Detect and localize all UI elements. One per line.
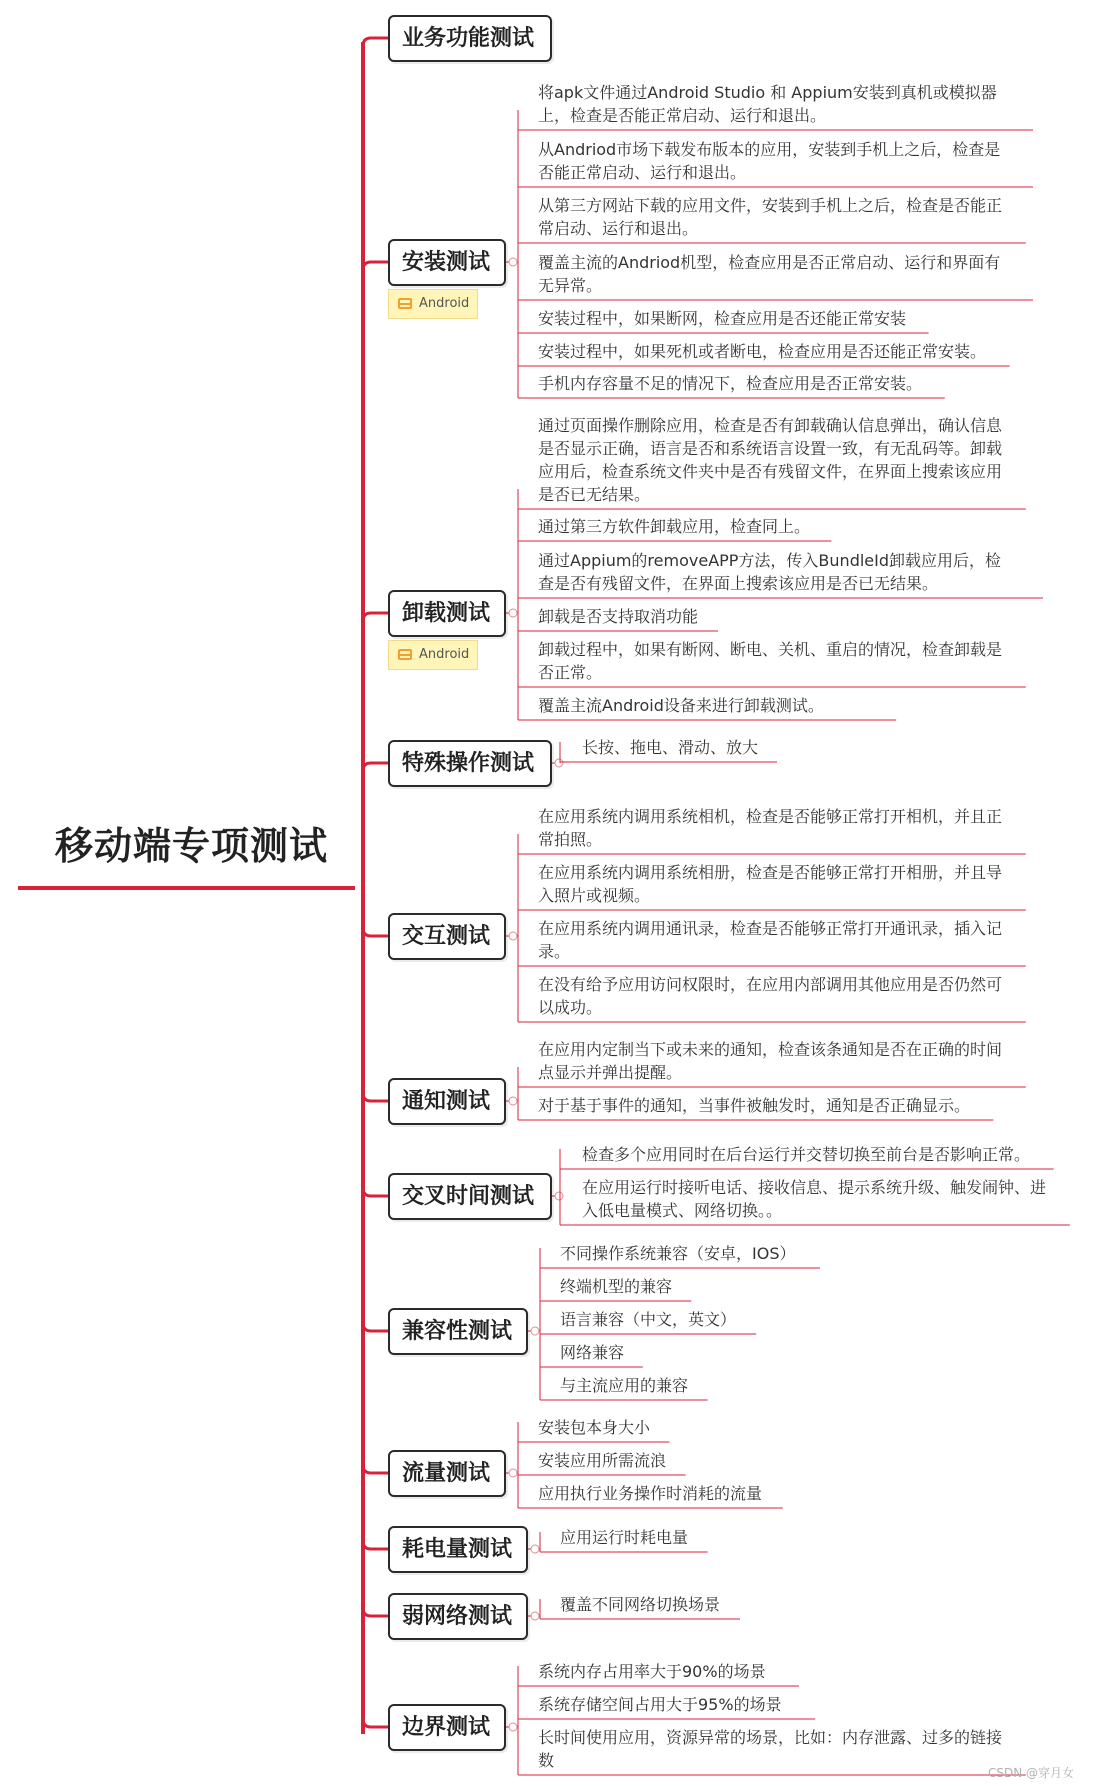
branch-connector [363, 928, 388, 936]
category-node[interactable]: 安装测试 [388, 239, 506, 286]
leaf-text: 点显示并弹出提醒。 [538, 1063, 683, 1082]
leaf-text: 不同操作系统兼容（安卓，IOS） [560, 1244, 796, 1263]
collapse-toggle-icon [509, 609, 517, 617]
leaf-text: 常拍照。 [538, 830, 603, 849]
branch-connector [363, 1541, 388, 1549]
branch-connector [363, 1323, 388, 1331]
branch-connector [363, 1719, 388, 1727]
category-node[interactable]: 交叉时间测试 [388, 1173, 552, 1220]
leaf-text: 上，检查是否能正常启动、运行和退出。 [538, 106, 827, 125]
leaf-text: 录。 [538, 942, 571, 961]
leaf-text: 安装包本身大小 [538, 1418, 651, 1437]
leaf-text: 在应用系统内调用系统相机，检查是否能够正常打开相机，并且正 [538, 807, 1003, 826]
leaf-text: 将apk文件通过Android Studio 和 Appium安装到真机或模拟器 [538, 83, 997, 102]
leaf-text: 检查多个应用同时在后台运行并交替切换至前台是否影响正常。 [582, 1145, 1031, 1164]
collapse-toggle-icon [509, 258, 517, 266]
collapse-toggle-icon [555, 1192, 563, 1200]
leaf-text: 在应用内定制当下或未来的通知，检查该条通知是否在正确的时间 [538, 1040, 1003, 1059]
category-node[interactable]: 耗电量测试 [388, 1526, 528, 1573]
watermark: CSDN @穿月女 [988, 1766, 1075, 1780]
leaf-text: 通过第三方软件卸载应用，检查同上。 [538, 517, 811, 536]
leaf-text: 数 [538, 1751, 555, 1770]
leaf-text: 覆盖主流Android设备来进行卸载测试。 [538, 696, 824, 715]
leaf-text: 在应用系统内调用通讯录，检查是否能够正常打开通讯录，插入记 [538, 919, 1003, 938]
leaf-text: 安装应用所需流浪 [538, 1451, 667, 1470]
category-node[interactable]: 兼容性测试 [388, 1308, 528, 1355]
leaf-text: 常启动、运行和退出。 [538, 219, 699, 238]
category-node[interactable]: 业务功能测试 [388, 15, 552, 62]
leaf-text: 否正常。 [538, 663, 603, 682]
category-node[interactable]: 特殊操作测试 [388, 740, 552, 787]
leaf-text: 网络兼容 [560, 1343, 625, 1362]
leaf-text: 否能正常启动、运行和退出。 [538, 163, 747, 182]
category-node[interactable]: 边界测试 [388, 1704, 506, 1751]
branch-connector [363, 1608, 388, 1616]
leaf-text: 在应用运行时接听电话、接收信息、提示系统升级、触发闹钟、进 [582, 1178, 1047, 1197]
leaf-text: 通过Appium的removeAPP方法，传入BundleId卸载应用后，检 [538, 551, 1002, 570]
leaf-text: 查是否有残留文件，在界面上搜索该应用是否已无结果。 [538, 574, 939, 593]
branch-connector [363, 1188, 388, 1196]
tag-label: Android [419, 647, 470, 662]
leaf-text: 应用运行时耗电量 [560, 1528, 689, 1547]
branch-connector [363, 613, 388, 621]
collapse-toggle-icon [509, 1469, 517, 1477]
leaf-text: 对于基于事件的通知，当事件被触发时，通知是否正确显示。 [538, 1096, 971, 1115]
branch-connector [363, 1093, 388, 1101]
branch-connector [363, 763, 388, 771]
category-node[interactable]: 弱网络测试 [388, 1593, 528, 1640]
leaf-text: 语言兼容（中文，英文） [560, 1310, 737, 1329]
category-node[interactable]: 卸载测试 [388, 590, 506, 637]
leaf-text: 卸载过程中，如果有断网、断电、关机、重启的情况，检查卸载是 [538, 640, 1003, 659]
collapse-toggle-icon [531, 1327, 539, 1335]
category-node[interactable]: 通知测试 [388, 1078, 506, 1125]
leaf-text: 通过页面操作删除应用，检查是否有卸载确认信息弹出，确认信息 [538, 416, 1003, 435]
leaf-text: 长时间使用应用，资源异常的场景，比如：内存泄露、过多的链接 [538, 1728, 1003, 1747]
leaf-text: 在没有给予应用访问权限时，在应用内部调用其他应用是否仍然可 [538, 975, 1003, 994]
leaf-text: 以成功。 [538, 998, 603, 1017]
category-node[interactable]: 交互测试 [388, 913, 506, 960]
leaf-text: 是否已无结果。 [538, 485, 651, 504]
leaf-text: 手机内存容量不足的情况下，检查应用是否正常安装。 [538, 374, 923, 393]
root-topic[interactable]: 移动端专项测试 [55, 824, 329, 868]
collapse-toggle-icon [531, 1612, 539, 1620]
android-tag [388, 640, 478, 670]
leaf-text: 长按、拖电、滑动、放大 [582, 738, 759, 757]
leaf-text: 在应用系统内调用系统相册，检查是否能够正常打开相册，并且导 [538, 863, 1003, 882]
collapse-toggle-icon [531, 1545, 539, 1553]
leaf-text: 与主流应用的兼容 [560, 1376, 689, 1395]
leaf-text: 从第三方网站下载的应用文件，安装到手机上之后，检查是否能正 [538, 196, 1003, 215]
leaf-text: 覆盖不同网络切换场景 [560, 1595, 721, 1614]
leaf-text: 入照片或视频。 [538, 886, 651, 905]
leaf-text: 覆盖主流的Andriod机型，检查应用是否正常启动、运行和界面有 [538, 253, 1001, 272]
label-tag-icon [398, 298, 412, 309]
collapse-toggle-icon [555, 759, 563, 767]
android-tag [388, 289, 478, 319]
tag-label: Android [419, 296, 470, 311]
collapse-toggle-icon [509, 1097, 517, 1105]
branch-connector [363, 38, 388, 46]
leaf-text: 应用执行业务操作时消耗的流量 [538, 1484, 763, 1503]
collapse-toggle-icon [509, 932, 517, 940]
branch-connector [363, 262, 388, 270]
leaf-text: 应用后，检查系统文件夹中是否有残留文件，在界面上搜索该应用 [538, 462, 1003, 481]
leaf-text: 安装过程中，如果断网，检查应用是否还能正常安装 [538, 309, 907, 328]
branch-connector [363, 1465, 388, 1473]
leaf-text: 无异常。 [538, 276, 603, 295]
leaf-text: 系统内存占用率大于90%的场景 [538, 1662, 766, 1681]
leaf-text: 从Andriod市场下载发布版本的应用，安装到手机上之后，检查是 [538, 140, 1001, 159]
leaf-text: 安装过程中，如果死机或者断电，检查应用是否还能正常安装。 [538, 342, 987, 361]
leaf-text: 系统存储空间占用大于95%的场景 [538, 1695, 782, 1714]
leaf-text: 卸载是否支持取消功能 [538, 607, 699, 626]
leaf-text: 入低电量模式、网络切换。。 [582, 1201, 783, 1220]
leaf-text: 是否显示正确，语言是否和系统语言设置一致，有无乱码等。卸载 [538, 439, 1003, 458]
category-node[interactable]: 流量测试 [388, 1450, 506, 1497]
leaf-text: 终端机型的兼容 [560, 1277, 673, 1296]
collapse-toggle-icon [509, 1723, 517, 1731]
label-tag-icon [398, 649, 412, 660]
